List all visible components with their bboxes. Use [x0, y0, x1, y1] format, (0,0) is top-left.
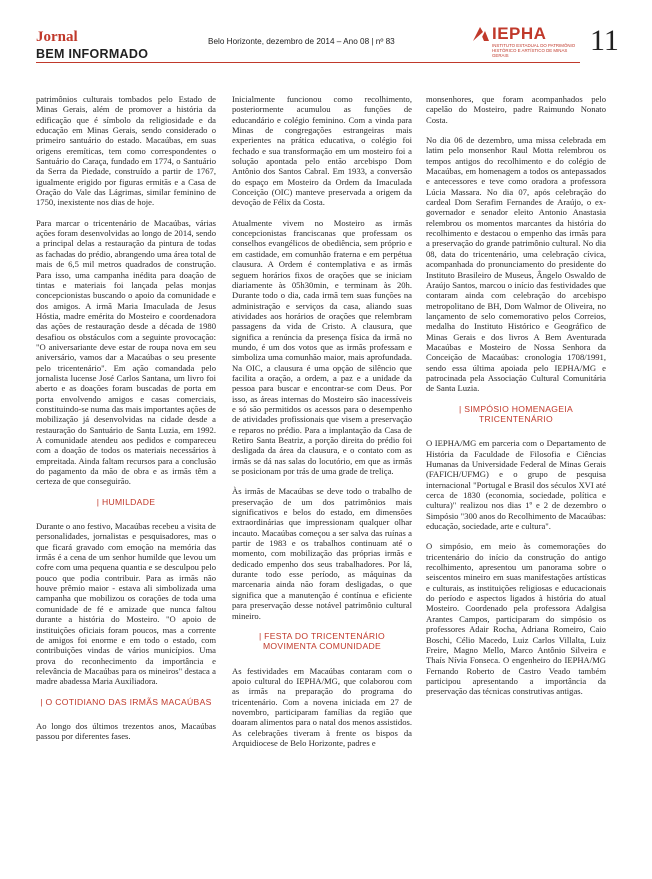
- paragraph: monsenhores, que foram acompanhados pelo capelão do Mosteiro, padre Raimundo Nonato Costa.: [426, 94, 606, 125]
- paragraph: Durante o ano festivo, Macaúbas recebeu a visita de personalidades, jornalistas e pesquisadores, mas o que ficará gravado com emoção na memória das irmãs é a cena de um senhor humilde que levou um cofre com uma pequena quantia e se desculpou pelo pouco que podia contribuir. Para as irmãs não houve prêmio maior - estava ali simbolizada uma campanha que mobilizou os corações de toda uma comunidade de fé e amizade que nunca faltou durante a história do Mosteiro. "O apoio de instituições oficiais foram poucos, mas a corrente de amigos foi enorme e em todo o estado, com contribuições vindas de vários municípios. Uma prova do reconhecimento da importância e relevância de Macaúbas para os mineiros" destaca a madre abadessa Maria Auxiliadora.: [36, 521, 216, 687]
- paragraph: Ao longo dos últimos trezentos anos, Macaúbas passou por diferentes fases.: [36, 720, 216, 742]
- column-3: [426, 94, 606, 707]
- column-2: [232, 94, 412, 758]
- paragraph: No dia 06 de dezembro, uma missa celebrada em latim pelo monsenhor Raul Motta relembrou os tempos antigos do recolhimento e do colégio de Macaúbas, em homenagem a todos os antepassados e antecessores e teve como oradora a professora Lúcia Massara. No dia 07, após celebração do cardeal Dom Serafim Fernandes de Araújo, o ex-governador e senador eleito Antonio Anastasia relembrou os momentos marcantes da história do recolhimento e destacou o empenho das irmãs para a preservação do grande patrimônio cultural. No dia 08, data do tricentenário, uma celebração cívica, acompanhada do pronunciamento do presidente do Instituto Brasileiro de Museus, Ângelo Oswaldo de Araújo Santos, marcou o início das festividades que contaram ainda com celebração do arcebispo metropolitano de BH, Dom Walmor de Oliveira, no lançamento de selo comemorativo pelos Correios, medalha do Instituto Histórico e Geográfico de Minas Gerais e dos livros A Bem Aventurada Macaúbas e Mosteiro de Nossa Senhora da Conceição de Macaúbas: cronologia 1708/1991, sendo essa última apoiada pelo IEPHA/MG e patrocinada pela Associação Cultural Comunitária de Santa Luzia.: [426, 135, 606, 394]
- paragraph: Inicialmente funcionou como recolhimento, posteriormente acumulou as funções de educandário e colégio feminino. Com a vinda para Minas de congregações estrangeiras mais experientes na prática educativa, o colégio foi fechado e sua transformação em um mosteiro foi a solução apontada pelo então arcebispo Dom Antônio dos Santos Cabral. Em 1933, a conversão do espaço em Mosteiro da Ordem da Imaculada Conceição (OIC) manteve preservada a origem da devoção de Félix da Costa.: [232, 94, 412, 208]
- logo-subtitle: INSTITUTO ESTADUAL DO PATRIMÔNIO HISTÓRICO E ARTÍSTICO DE MINAS GERAIS: [492, 43, 576, 58]
- paragraph: O IEPHA/MG em parceria com o Departamento de História da Faculdade de Filosofia e Ciências Humanas da Universidade Federal de Minas Gerais (FAFICH/UFMG) e o grupo de pesquisa internacional "Portugal e Brasil dos séculos XVI até cerca de 1830 (economia, sociedade, política e cultura)" realizou nos dias 1º e 2 de dezembro o Simpósio "300 anos do Recolhimento de Macaúbas: educação, sociedade, arte e cultura".: [426, 438, 606, 532]
- iepha-logo-icon: [471, 24, 491, 42]
- logo-name: IEPHA: [492, 24, 547, 43]
- paragraph: Às irmãs de Macaúbas se deve todo o trabalho de preservação de um dos patrimônios mais significativos e belos do estado, em dimensões extraordinárias que impressionam qualquer olhar incauto. Macaúbas começou a ser salva das ruínas a partir de 1983 e os trabalhos continuam até o momento, com mobilização das próprias irmãs e dedicado empenho dos seus trabalhadores. Por lá, durante todo esse período, as máquinas da marcenaria ainda não foram desligadas, o que significa que a manutenção é contínua e eficiente para preservação desse notável patrimônio cultural mineiro.: [232, 486, 412, 621]
- section-title-jornal: Jornal: [36, 29, 78, 45]
- header-rule: [36, 62, 580, 63]
- paragraph: patrimônios culturais tombados pelo Estado de Minas Gerais, além de promover a história da edificação que é símbolo da religiosidade e da educação em Minas Gerais, sendo considerado o primeiro santuário do estado. Macaúbas, em suas origens eremíticas, tem como correspondentes o Santuário do Caraça, fundado em 1774, o Santuário da Serra da Piedade, construído a partir de 1767, igualmente erigido por figuras ermitãs e a Casa de Oração do Vale das Lágrimas, similar feminino de 1750, inexistente nos dias de hoje.: [36, 94, 216, 208]
- column-1: [36, 94, 216, 752]
- paragraph: Para marcar o tricentenário de Macaúbas, várias ações foram desenvolvidas ao longo de 2014, sendo a principal delas a restauração da pintura de todas as fachadas do prédio, abrangendo uma área total de mais de 6,5 mil metros quadrados de construção. Para isso, uma campanha inédita para doação de tintas e materiais foi lançada pelas monjas concepcionistas buscando o apoio da comunidade e dos amigos. A irmã Maria Imaculada de Jesus Hóstia, madre emérita do Mosteiro e coordenadora das ações de restauração desde a década de 1980 desafiou os obstáculos com a seguinte provocação: "O aniversariante deve estar de roupa nova em seu aniversário, vamos dar a Macaúbas o seu presente pelo tricentenário". Em ação comandada pelo jornalista lucense José Carlos Santana, um livro foi aberto e as doações foram buscadas de porta em porta envolvendo amigos e casas comerciais, constituindo-se numa das mais importantes ações de mobilização já desenvolvidas na cidade desde a restauração do Santuário de Santa Luzia, em 1992. A comunidade atendeu aos pedidos e compareceu com a doação de todos os materiais necessários à empreitada. Ainda faltam recursos para a conclusão do pagamento da mão de obra e as irmãs têm a certeza de que conseguirão.: [36, 217, 216, 487]
- paragraph: As festividades em Macaúbas contaram com o apoio cultural do IEPHA/MG, que colaborou com as irmãs na preparação do programa do tricentenário. Com a novena iniciada em 27 de novembro, participaram famílias da região que doaram alimentos para o natal dos menos assistidos. As celebrações tiveram à frente os bispos da Arquidiocese de Belo Horizonte, padres e: [232, 665, 412, 748]
- section-heading-festa: | FESTA DO TRICENTENÁRIO MOVIMENTA COMUNIDADE: [258, 630, 386, 652]
- page-header: [0, 0, 652, 80]
- paragraph: O simpósio, em meio às comemorações do tricentenário do início da construção do antigo recolhimento, apresentou um panorama sobre o seiscentos mineiro em suas manifestações artísticas e culturais, as instituições religiosas e educacionais do período e aspectos ligados à história do atual Mosteiro. Coordenado pela professora Adalgisa Arantes Campos, participaram do simpósio os professores Adair Rocha, Adriana Romeiro, Caio Boschi, Célio Macedo, Luiz Carlos Villalta, Luiz Freire, Magno Mello, Marco Antônio Silveira e Thaís Nívia Fonseca. O engenheiro do IEPHA/MG Fernando Roberto de Castro Veado também participou apresentando a importância da preservação das técnicas construtivas antigas.: [426, 541, 606, 697]
- paragraph: Atualmente vivem no Mosteiro as irmãs concepcionistas franciscanas que professam os conselhos evangélicos de obediência, sem próprio e em castidade, em comunhão fraterna e em perpétua clausura. A Ordem é contemplativa e as irmãs seguem horários fixos de orações que se iniciam diariamente às 05h30min, e terminam às 20h. Durante todo o dia, cada irmã tem suas funções na administração e serviços da casa, aliando suas atividades aos horários de orações que relembram passagens da vida de Cristo. A clausura, que significa a renúncia da presença física da irmã no mundo, é um dos votos que as irmãs professam e simboliza uma comunhão maior, mais aprofundada. Na OIC, a clausura é uma opção de silêncio que facilita a oração, a ordem, a paz e a unidade da pessoa para buscar e encontrar-se com Deus. Por isso, as áreas internas do Mosteiro são inacessíveis e só são permitidos os acessos para o desempenho de atividades profissionais que visem a preservação e reparos no prédio. Para a implantação da Casa de Retiro Santa Beatriz, a porção direita do prédio foi desligada da área da clausura, e o contato com as irmãs se dá nas salas do locutório, em que as irmãs se posicionam por trás de uma grade de treliça.: [232, 217, 412, 477]
- iepha-logo: [471, 24, 576, 56]
- section-heading-humildade: | HUMILDADE: [96, 496, 156, 507]
- section-title-bem-informado: BEM INFORMADO: [36, 47, 149, 61]
- dateline: Belo Horizonte, dezembro de 2014 – Ano 08 | nº 83: [208, 37, 395, 46]
- section-heading-cotidiano: | O COTIDIANO DAS IRMÃS MACAÚBAS: [40, 696, 212, 707]
- section-heading-simposio: | SIMPÓSIO HOMENAGEIA TRICENTENÁRIO: [458, 403, 574, 424]
- page-number: 11: [590, 24, 619, 57]
